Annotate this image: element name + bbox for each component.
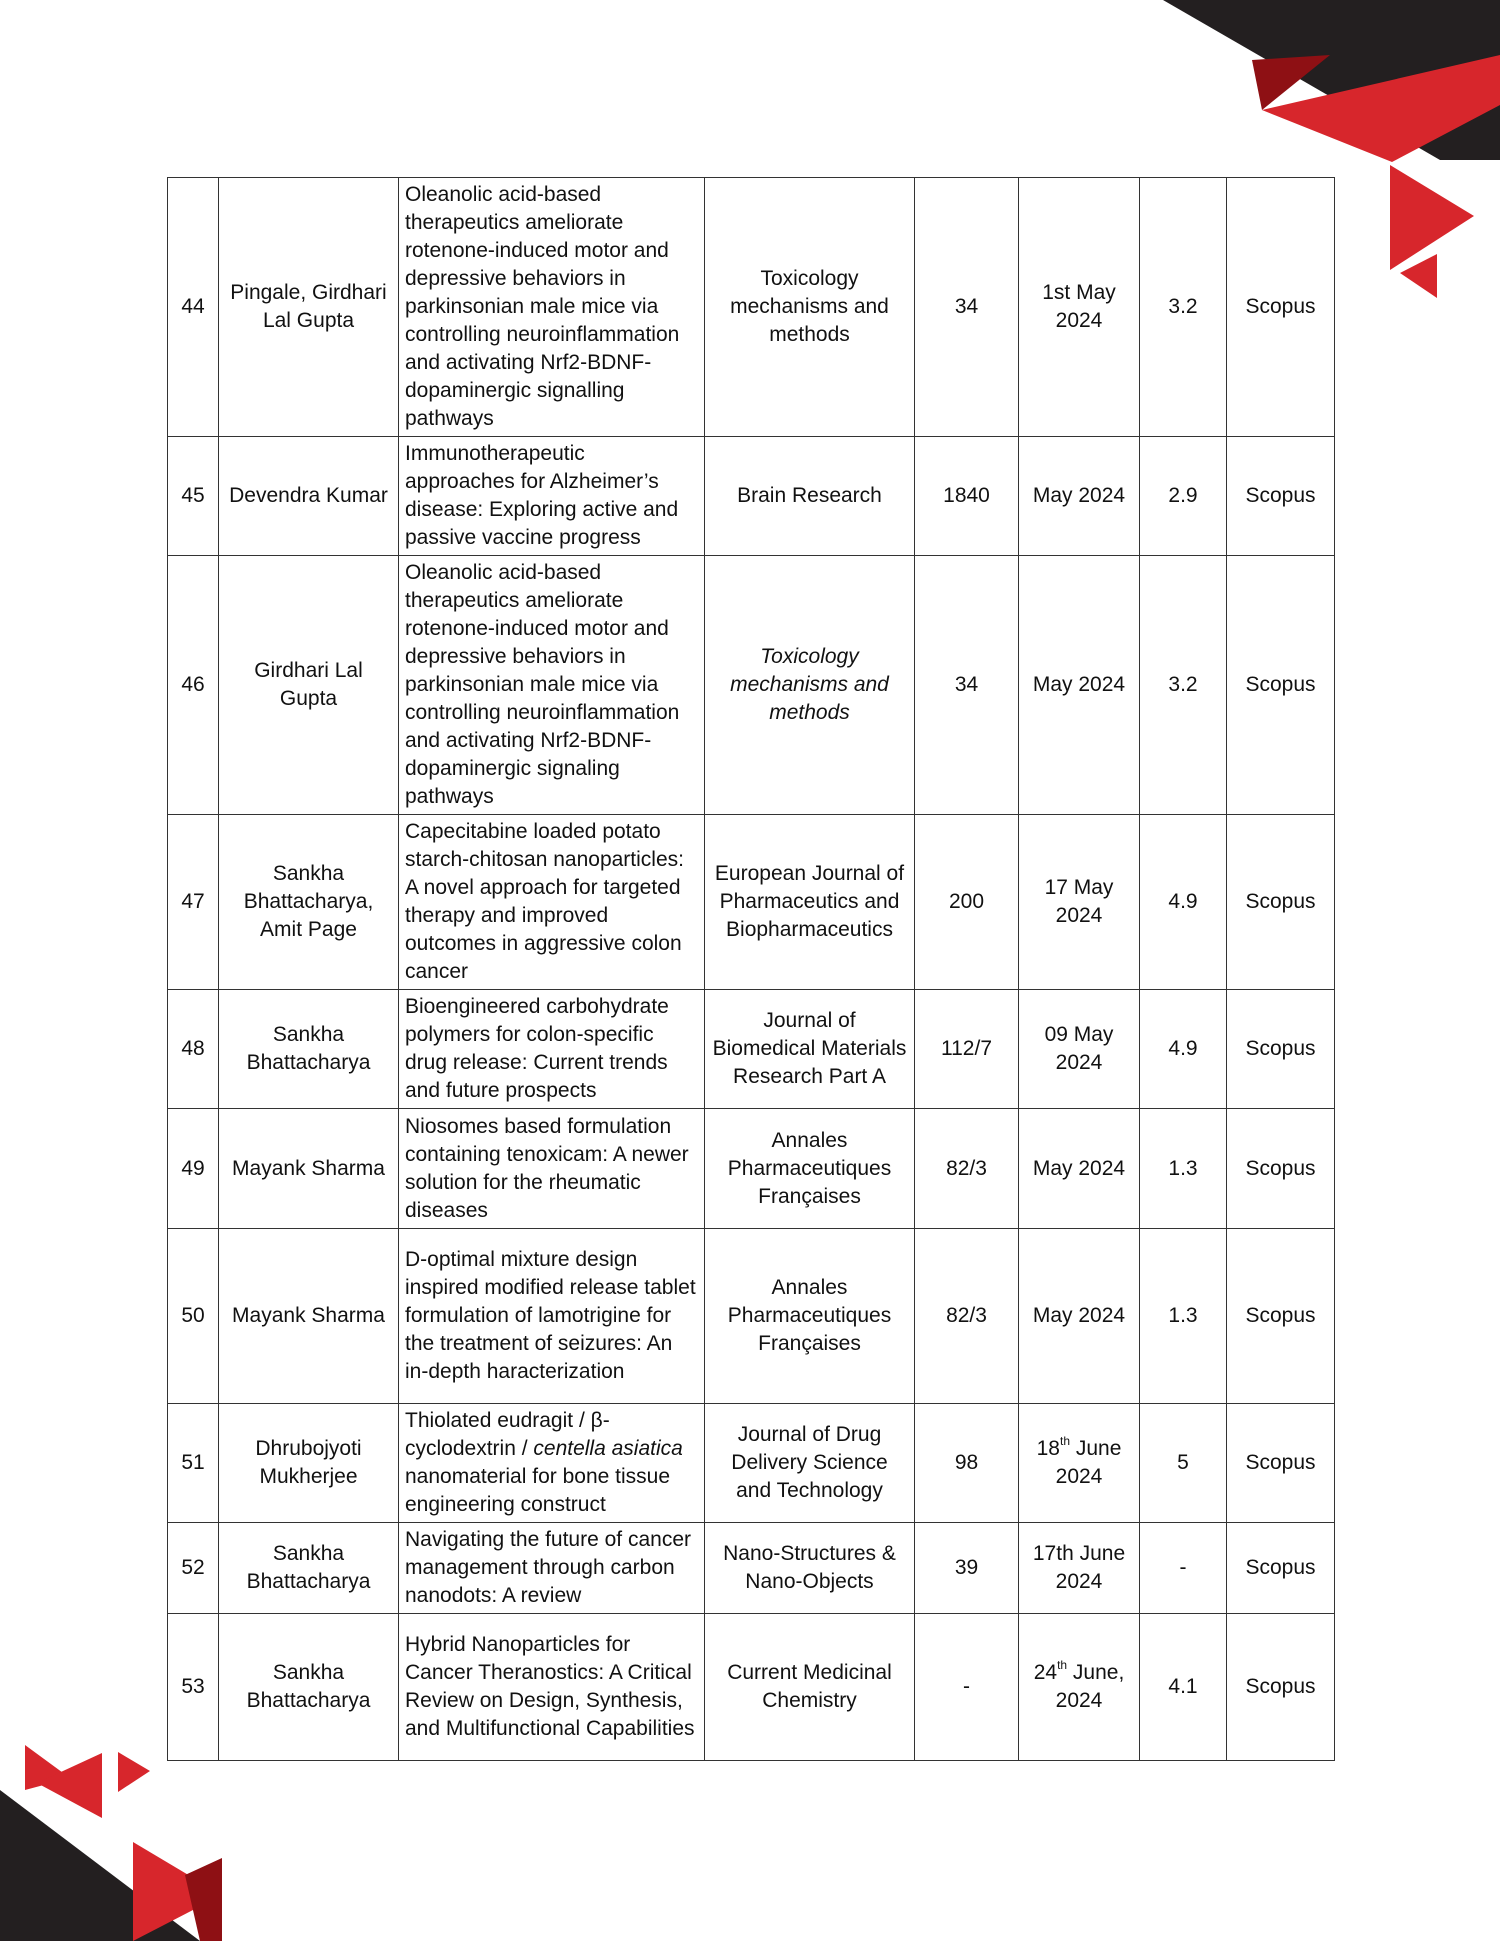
- volume-cell: 112/7: [915, 990, 1019, 1109]
- authors-cell: Dhrubojyoti Mukherjee: [219, 1404, 399, 1523]
- authors-cell: Girdhari Lal Gupta: [219, 556, 399, 815]
- title-italic-species: centella asiatica: [533, 1437, 683, 1460]
- paper-title-cell: Oleanolic acid-based therapeutics ameliorate rotenone-induced motor and depressive behaviors in parkinsonian male mice via controlling neuroinflammation and activating Nrf2-BDNF-dopaminergic signaling pathways: [399, 556, 705, 815]
- date-cell: May 2024: [1019, 437, 1140, 556]
- volume-cell: 98: [915, 1404, 1019, 1523]
- impact-factor-cell: 3.2: [1140, 556, 1227, 815]
- paper-title-cell: D-optimal mixture design inspired modified release tablet formulation of lamotrigine for the treatment of seizures: An in-depth haracterization: [399, 1229, 705, 1404]
- serial-number: 47: [168, 815, 219, 990]
- serial-number: 48: [168, 990, 219, 1109]
- paper-title-cell: [399, 1404, 705, 1523]
- table-row: [168, 437, 1335, 556]
- table-row: [168, 556, 1335, 815]
- serial-number: 53: [168, 1614, 219, 1761]
- date-cell: 17th June 2024: [1019, 1523, 1140, 1614]
- serial-number: 46: [168, 556, 219, 815]
- journal-cell: Nano-Structures & Nano-Objects: [705, 1523, 915, 1614]
- date-cell: May 2024: [1019, 1109, 1140, 1229]
- journal-cell: Annales Pharmaceutiques Françaises: [705, 1109, 915, 1229]
- impact-factor-cell: 4.9: [1140, 815, 1227, 990]
- table-row: [168, 1523, 1335, 1614]
- authors-cell: Sankha Bhattacharya: [219, 1523, 399, 1614]
- volume-cell: 1840: [915, 437, 1019, 556]
- indexing-cell: Scopus: [1227, 178, 1335, 437]
- date-rest: June 2024: [1055, 1437, 1122, 1488]
- volume-cell: 34: [915, 556, 1019, 815]
- date-cell: 17 May 2024: [1019, 815, 1140, 990]
- title-text-part: Thiolated eudragit / β-cyclodextrin /: [405, 1409, 610, 1460]
- serial-number: 49: [168, 1109, 219, 1229]
- serial-number: 51: [168, 1404, 219, 1523]
- top-right-red-arrow: [1390, 165, 1474, 270]
- date-cell: May 2024: [1019, 1229, 1140, 1404]
- table-row: [168, 1109, 1335, 1229]
- serial-number: 45: [168, 437, 219, 556]
- date-ordinal-suffix: th: [1059, 1434, 1070, 1448]
- indexing-cell: Scopus: [1227, 1229, 1335, 1404]
- journal-cell: Journal of Biomedical Materials Research Part A: [705, 990, 915, 1109]
- volume-cell: 82/3: [915, 1109, 1019, 1229]
- impact-factor-cell: 1.3: [1140, 1109, 1227, 1229]
- indexing-cell: Scopus: [1227, 556, 1335, 815]
- date-cell: [1019, 1614, 1140, 1761]
- date-day: 18: [1036, 1437, 1060, 1460]
- title-text-part: nanomaterial for bone tissue engineering construct: [405, 1465, 670, 1516]
- indexing-cell: Scopus: [1227, 1523, 1335, 1614]
- paper-title-cell: Capecitabine loaded potato starch-chitosan nanoparticles: A novel approach for targeted therapy and improved outcomes in aggressive colon cancer: [399, 815, 705, 990]
- top-right-small-red-triangle: [1400, 254, 1437, 298]
- date-rest: June, 2024: [1055, 1661, 1125, 1712]
- table-row: [168, 990, 1335, 1109]
- date-cell: May 2024: [1019, 556, 1140, 815]
- indexing-cell: Scopus: [1227, 990, 1335, 1109]
- date-ordinal-suffix: th: [1057, 1658, 1068, 1672]
- indexing-cell: Scopus: [1227, 1614, 1335, 1761]
- impact-factor-cell: 4.9: [1140, 990, 1227, 1109]
- authors-cell: Sankha Bhattacharya, Amit Page: [219, 815, 399, 990]
- authors-cell: Sankha Bhattacharya: [219, 1614, 399, 1761]
- serial-number: 44: [168, 178, 219, 437]
- date-cell: 1st May 2024: [1019, 178, 1140, 437]
- paper-title-cell: Immunotherapeutic approaches for Alzheimer’s disease: Exploring active and passive vaccine progress: [399, 437, 705, 556]
- serial-number: 50: [168, 1229, 219, 1404]
- impact-factor-cell: -: [1140, 1523, 1227, 1614]
- authors-cell: Mayank Sharma: [219, 1109, 399, 1229]
- table-row: [168, 1614, 1335, 1761]
- volume-cell: 39: [915, 1523, 1019, 1614]
- impact-factor-cell: 2.9: [1140, 437, 1227, 556]
- paper-title-cell: Bioengineered carbohydrate polymers for colon-specific drug release: Current trends and future prospects: [399, 990, 705, 1109]
- indexing-cell: Scopus: [1227, 437, 1335, 556]
- journal-cell: Journal of Drug Delivery Science and Technology: [705, 1404, 915, 1523]
- impact-factor-cell: 3.2: [1140, 178, 1227, 437]
- paper-title-cell: Navigating the future of cancer management through carbon nanodots: A review: [399, 1523, 705, 1614]
- table-row: [168, 1229, 1335, 1404]
- journal-cell: Current Medicinal Chemistry: [705, 1614, 915, 1761]
- date-cell: 09 May 2024: [1019, 990, 1140, 1109]
- bottom-left-red-triangle-3: [118, 1752, 150, 1792]
- journal-cell: European Journal of Pharmaceutics and Biopharmaceutics: [705, 815, 915, 990]
- indexing-cell: Scopus: [1227, 815, 1335, 990]
- authors-cell: Sankha Bhattacharya: [219, 990, 399, 1109]
- journal-cell: Toxicology mechanisms and methods: [705, 178, 915, 437]
- paper-title-cell: Hybrid Nanoparticles for Cancer Theranostics: A Critical Review on Design, Synthesis, and Multifunctional Capabilities: [399, 1614, 705, 1761]
- table-row: [168, 815, 1335, 990]
- volume-cell: 200: [915, 815, 1019, 990]
- publications-table: [167, 177, 1335, 1761]
- serial-number: 52: [168, 1523, 219, 1614]
- authors-cell: Devendra Kumar: [219, 437, 399, 556]
- volume-cell: 82/3: [915, 1229, 1019, 1404]
- impact-factor-cell: 4.1: [1140, 1614, 1227, 1761]
- indexing-cell: Scopus: [1227, 1404, 1335, 1523]
- journal-cell: Annales Pharmaceutiques Françaises: [705, 1229, 915, 1404]
- journal-cell: Brain Research: [705, 437, 915, 556]
- indexing-cell: Scopus: [1227, 1109, 1335, 1229]
- impact-factor-cell: 5: [1140, 1404, 1227, 1523]
- date-day: 24: [1033, 1661, 1058, 1684]
- paper-title-cell: Oleanolic acid-based therapeutics ameliorate rotenone-induced motor and depressive behaviors in parkinsonian male mice via controlling neuroinflammation and activating Nrf2-BDNF-dopaminergic signalling pathways: [399, 178, 705, 437]
- volume-cell: -: [915, 1614, 1019, 1761]
- authors-cell: Pingale, Girdhari Lal Gupta: [219, 178, 399, 437]
- date-cell: [1019, 1404, 1140, 1523]
- table-row: [168, 178, 1335, 437]
- impact-factor-cell: 1.3: [1140, 1229, 1227, 1404]
- paper-title-cell: Niosomes based formulation containing tenoxicam: A newer solution for the rheumatic diseases: [399, 1109, 705, 1229]
- authors-cell: Mayank Sharma: [219, 1229, 399, 1404]
- journal-cell: Toxicology mechanisms and methods: [705, 556, 915, 815]
- table-row: [168, 1404, 1335, 1523]
- volume-cell: 34: [915, 178, 1019, 437]
